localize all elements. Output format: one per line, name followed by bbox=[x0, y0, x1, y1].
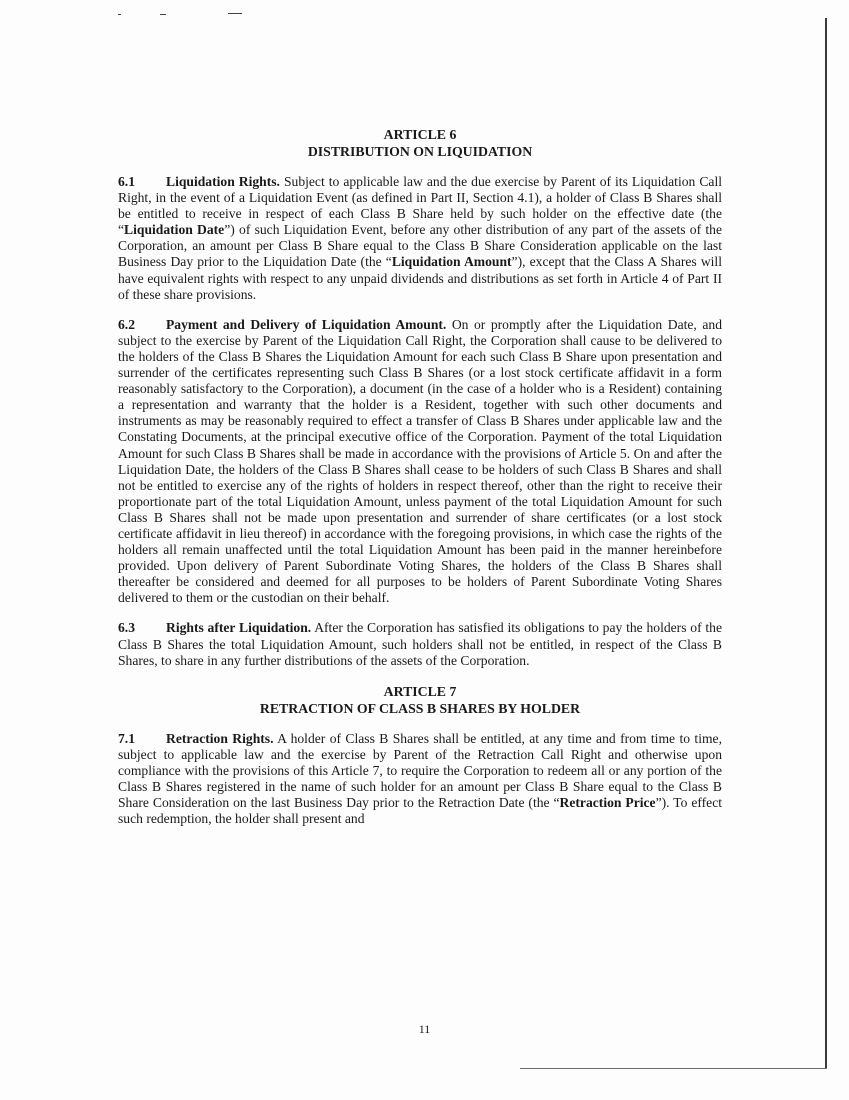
section-6-3 bbox=[118, 620, 722, 668]
article-6-subtitle: DISTRIBUTION ON LIQUIDATION bbox=[307, 144, 533, 159]
scan-artifact bbox=[160, 14, 166, 15]
article-7-title: ARTICLE 7 bbox=[383, 683, 457, 699]
section-text: After the Corporation has satisfied its obligations to pay the holders of the Class B Shares the total Liquidation Amount, such holders shall not be entitled, in respect of the Class B Shares, to share in any further distributions of the assets of the Corporation. bbox=[118, 620, 722, 668]
page-edge-right bbox=[825, 18, 827, 1068]
section-number: 6.1 bbox=[118, 174, 135, 189]
section-text: ”). To effect such redemption, the holder shall present and bbox=[118, 795, 723, 827]
document-body bbox=[118, 126, 722, 827]
section-title: Rights after Liquidation. bbox=[166, 620, 312, 636]
section-number: 7.1 bbox=[118, 730, 135, 746]
page-number: 11 bbox=[418, 1022, 431, 1036]
section-6-1 bbox=[118, 174, 722, 303]
page-edge-bottom bbox=[520, 1068, 827, 1069]
article-6-title: ARTICLE 6 bbox=[383, 127, 457, 142]
section-number: 6.3 bbox=[118, 620, 135, 636]
defined-term: Liquidation Date bbox=[124, 222, 225, 238]
article-6-heading bbox=[118, 126, 722, 160]
section-text: On or promptly after the Liquidation Date, and subject to the exercise by Parent of the Liquidation Call Right, the Corporation shall cause to be delivered to the holders of the Class B Shares the Liquidation Amount for each such Class B Share upon presentation and surrender of the certificates representing such Class B Shares (or a lost stock certificate affidavit in a form reasonably satisfactory to the Corporation), a document (in the case of a holder who is a Resident) containing a representation and warranty that the holder is a Resident, together with such other documents and instruments as may be reasonably required to effect a transfer of Class B Shares under applicable law and the Constating Documents, at the principal executive office of the Corporation. Payment of the total Liquidation Amount for such Class B Shares shall be made in accordance with the provisions of Article 5. On and after the Liquidation Date, the holders of the Class B Shares shall cease to be holders of such Class B Shares and shall not be entitled to exercise any of the rights of holders in respect thereof, other than the right to receive their proportionate part of the total Liquidation Amount, unless payment of the total Liquidation Amount for such Class B Shares shall not be made upon presentation and surrender of share certificates (or a lost stock certificate affidavit in lieu thereof) in accordance with the foregoing provisions, in which case the rights of the holders all remain unaffected until the total Liquidation Amount has been paid in the manner hereinbefore provided. Upon delivery of Parent Subordinate Voting Shares, the holders of the Class B Shares shall thereafter be considered and deemed for all purposes to be holders of Parent Subordinate Voting Shares delivered to them or the custodian on their behalf. bbox=[118, 316, 722, 606]
section-7-1 bbox=[118, 731, 722, 828]
section-title: Retraction Rights. bbox=[166, 730, 274, 746]
scan-artifact bbox=[228, 13, 242, 14]
section-number: 6.2 bbox=[118, 316, 135, 332]
section-text: ”) of such Liquidation Event, before any other distribution of any part of the assets of the Corporation, an amount per Class B Share equal to the Class B Share Consideration applicable on the last Business Day prior to the Liquidation Date (the “ bbox=[118, 222, 722, 270]
section-text: A holder of Class B Shares shall be entitled, at any time and from time to time, subject to applicable law and the exercise by Parent of the Retraction Call Right and otherwise upon compliance with the provisions of this Article 7, to require the Corporation to redeem all or any portion of the Class B Shares registered in the name of such holder for an amount per Class B Share equal to the Class B Share Consideration on the last Business Day prior to the Retraction Date (the “ bbox=[118, 730, 722, 811]
section-text: ”), except that the Class A Shares will have equivalent rights with respect to any unpaid dividends and distributions as set forth in Article 4 of Part II of these share provisions. bbox=[118, 254, 722, 302]
section-title: Payment and Delivery of Liquidation Amount. bbox=[166, 316, 447, 332]
defined-term: Liquidation Amount bbox=[391, 254, 512, 270]
section-6-2 bbox=[118, 317, 722, 607]
defined-term: Retraction Price bbox=[559, 795, 656, 811]
scan-artifact bbox=[118, 14, 121, 15]
section-text: Subject to applicable law and the due exercise by Parent of its Liquidation Call Right, in the event of a Liquidation Event (as defined in Part II, Section 4.1), a holder of Class B Shares shall be entitled to receive in respect of each Class B Share held by such holder on the effective date (the “ bbox=[118, 174, 722, 238]
article-7-heading bbox=[118, 683, 722, 717]
article-7-subtitle: RETRACTION OF CLASS B SHARES BY HOLDER bbox=[259, 700, 581, 716]
section-title: Liquidation Rights. bbox=[166, 174, 280, 189]
